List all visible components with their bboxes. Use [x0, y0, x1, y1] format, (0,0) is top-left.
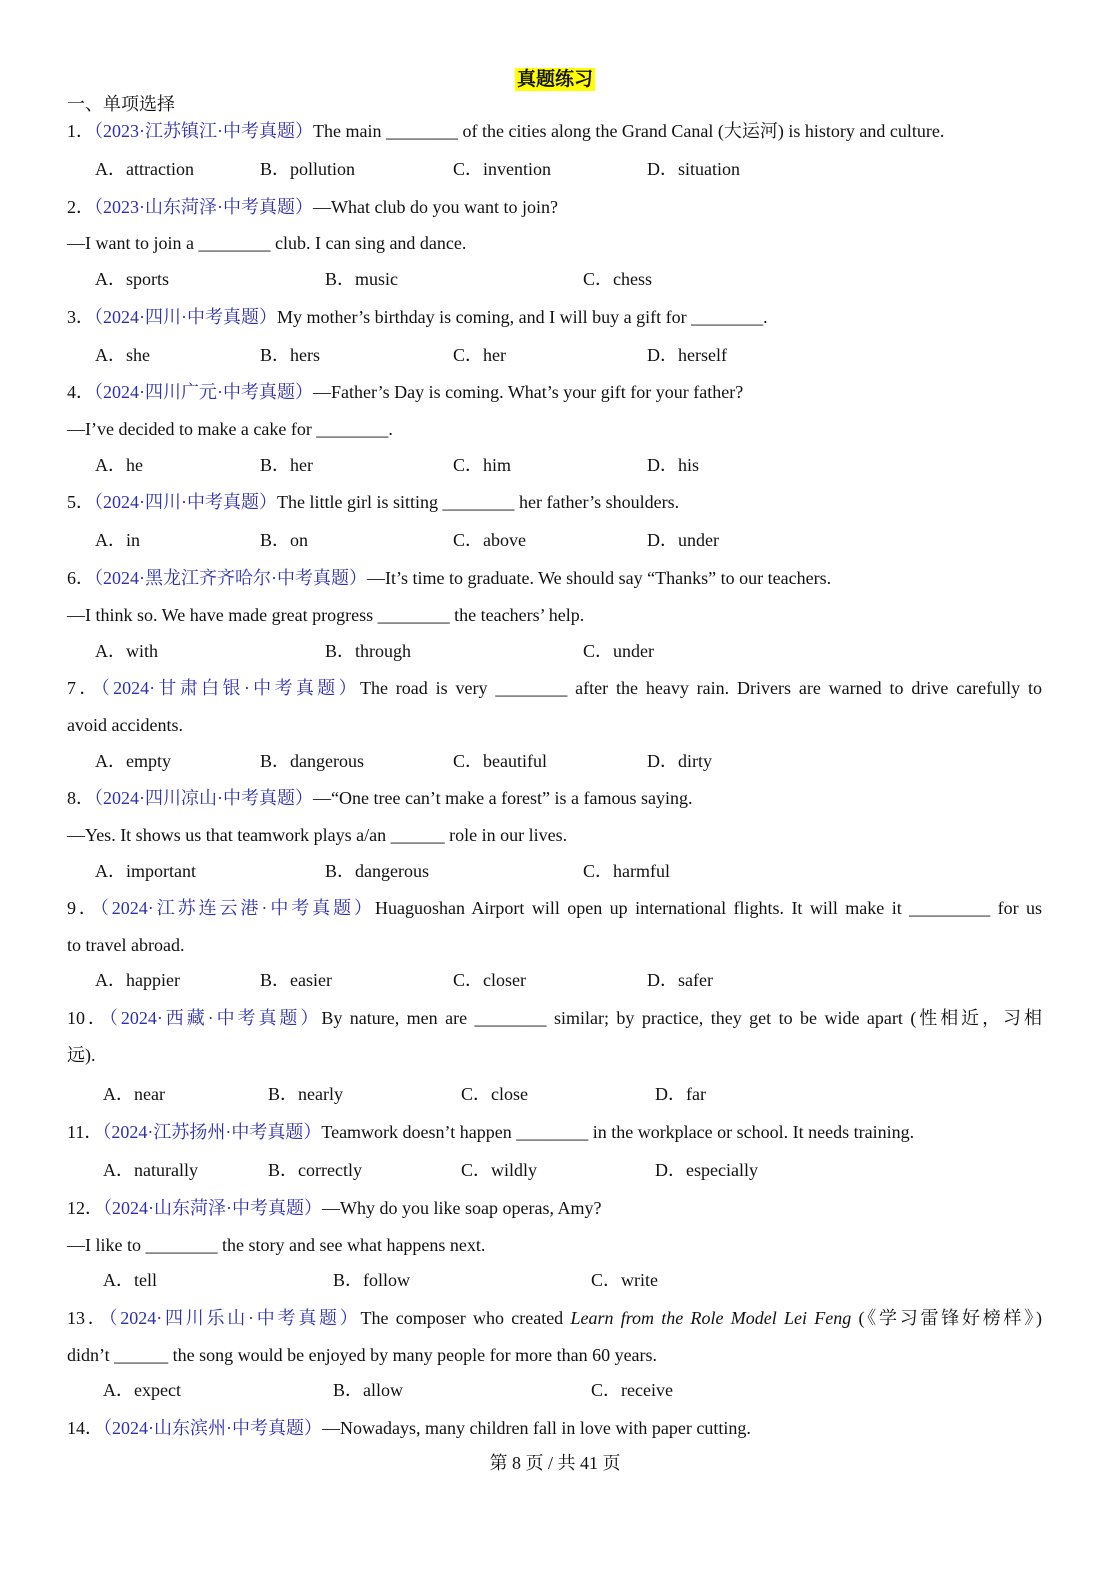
question-number: 10． [67, 1008, 109, 1028]
answer-option: B．dangerous [260, 751, 364, 771]
question-number: 2． [67, 197, 94, 217]
question-text: Huaguoshan Airport will open up international flights. It will make it _________ for us [374, 898, 1043, 918]
question-line [67, 934, 184, 956]
question-source: （2024·甘肃白银·中考真题） [100, 678, 360, 698]
question-number: 3． [67, 307, 94, 327]
answer-option: B．her [260, 455, 313, 475]
question-text: Learn from the Role Model Lei Feng [570, 1308, 852, 1328]
question-line [67, 306, 768, 328]
question-text: The little girl is sitting ________ her father’s shoulders. [277, 492, 680, 512]
answer-option: D．far [655, 1084, 706, 1104]
answer-option: B．follow [333, 1270, 411, 1290]
question-line [67, 1121, 914, 1143]
question-line [67, 1007, 1042, 1029]
question-line [67, 120, 944, 142]
question-line [67, 1344, 657, 1366]
answer-option: C．above [453, 530, 526, 550]
question-line [67, 714, 183, 736]
answer-option: B．correctly [268, 1160, 362, 1180]
question-text: 远). [67, 1045, 96, 1065]
answer-option: C．her [453, 345, 506, 365]
question-line [67, 677, 1042, 699]
question-source: （2024·江苏连云港·中考真题） [99, 898, 375, 918]
question-number: 8． [67, 788, 94, 808]
question-text: (《学习雷锋好榜样》) [851, 1308, 1042, 1328]
answer-option: B．on [260, 530, 309, 550]
page-title: 真题练习 [517, 69, 594, 90]
answer-option: B．music [325, 269, 399, 289]
answer-option: A．tell [103, 1270, 157, 1290]
question-text: —I think so. We have made great progress ________ the teachers’ help. [67, 605, 585, 625]
answer-option: D．dirty [647, 751, 712, 771]
question-number: 9． [67, 898, 100, 918]
question-text: By nature, men are ________ similar; by practice, they get to be wide apart (性相近，习相 [321, 1008, 1042, 1028]
answer-option: A．in [95, 530, 140, 550]
answer-option: C．receive [591, 1380, 673, 1400]
question-line [67, 824, 567, 846]
question-source: （2024·西藏·中考真题） [108, 1008, 322, 1028]
answer-option: D．under [647, 530, 719, 550]
answer-option: C．him [453, 455, 512, 475]
question-line [67, 491, 679, 513]
answer-option: C．wildly [461, 1160, 538, 1180]
answer-option: D．situation [647, 159, 740, 179]
answer-option: B．dangerous [325, 861, 429, 881]
answer-option: A．near [103, 1084, 165, 1104]
page-footer: 第 8 页 / 共 41 页 [489, 1453, 621, 1473]
question-text: —I want to join a ________ club. I can sing and dance. [67, 233, 467, 253]
question-line [67, 196, 558, 218]
question-source: （2024·四川·中考真题） [94, 492, 277, 512]
question-line [67, 1044, 96, 1066]
question-source: （2023·江苏镇江·中考真题） [94, 121, 313, 141]
question-number: 1． [67, 121, 94, 141]
question-source: （2023·山东菏泽·中考真题） [94, 197, 313, 217]
question-text: The composer who created [360, 1308, 571, 1328]
question-line [67, 381, 743, 403]
question-line [67, 604, 584, 626]
question-number: 14． [67, 1418, 103, 1438]
answer-option: B．pollution [260, 159, 356, 179]
question-source: （2024·江苏扬州·中考真题） [102, 1122, 322, 1142]
answer-option: C．beautiful [453, 751, 547, 771]
question-source: （2024·四川广元·中考真题） [94, 382, 313, 402]
answer-option: C．harmful [583, 861, 670, 881]
question-text: avoid accidents. [67, 715, 183, 735]
answer-option: A．empty [95, 751, 171, 771]
answer-option: A．happier [95, 970, 180, 990]
question-number: 12． [67, 1198, 103, 1218]
answer-option: C．chess [583, 269, 652, 289]
question-text: —Father’s Day is coming. What’s your gift for your father? [313, 382, 744, 402]
answer-option: A．naturally [103, 1160, 198, 1180]
question-text: —I’ve decided to make a cake for ________. [67, 419, 393, 439]
question-line [67, 787, 693, 809]
answer-option: D．herself [647, 345, 727, 365]
answer-option: A．with [95, 641, 158, 661]
answer-option: D．safer [647, 970, 713, 990]
answer-option: A．he [95, 455, 143, 475]
question-number: 11． [67, 1122, 103, 1142]
question-text: —I like to ________ the story and see what happens next. [67, 1235, 486, 1255]
question-text: —It’s time to graduate. We should say “Thanks” to our teachers. [367, 568, 832, 588]
answer-option: B．allow [333, 1380, 403, 1400]
answer-option: B．nearly [268, 1084, 343, 1104]
answer-option: A．attraction [95, 159, 194, 179]
question-text: —“One tree can’t make a forest” is a famous saying. [313, 788, 693, 808]
answer-option: A．important [95, 861, 196, 881]
answer-option: C．closer [453, 970, 526, 990]
question-number: 7． [67, 678, 101, 698]
question-line [67, 1234, 485, 1256]
question-line [67, 1307, 1042, 1329]
question-source: （2024·山东滨州·中考真题） [103, 1418, 322, 1438]
answer-option: A．expect [103, 1380, 181, 1400]
question-text: Teamwork doesn’t happen ________ in the workplace or school. It needs training. [321, 1122, 915, 1142]
question-source: （2024·黑龙江齐齐哈尔·中考真题） [94, 568, 367, 588]
answer-option: C．invention [453, 159, 551, 179]
question-line [67, 232, 466, 254]
question-line [67, 897, 1042, 919]
question-number: 6． [67, 568, 94, 588]
question-number: 5． [67, 492, 94, 512]
question-text: —What club do you want to join? [313, 197, 558, 217]
question-line [67, 1197, 601, 1219]
answer-option: B．hers [260, 345, 320, 365]
answer-option: A．sports [95, 269, 170, 289]
answer-option: C．write [591, 1270, 658, 1290]
question-text: —Nowadays, many children fall in love with paper cutting. [322, 1418, 751, 1438]
section-heading: 一、单项选择 [67, 94, 175, 114]
question-text: The road is very ________ after the heavy rain. Drivers are warned to drive carefully to [359, 678, 1043, 698]
question-text: —Why do you like soap operas, Amy? [322, 1198, 602, 1218]
answer-option: C．close [461, 1084, 528, 1104]
question-text: —Yes. It shows us that teamwork plays a/an ______ role in our lives. [67, 825, 568, 845]
answer-option: B．easier [260, 970, 332, 990]
question-source: （2024·山东菏泽·中考真题） [103, 1198, 322, 1218]
question-text: to travel abroad. [67, 935, 185, 955]
question-text: My mother’s birthday is coming, and I will buy a gift for ________. [277, 307, 768, 327]
answer-option: D．especially [655, 1160, 758, 1180]
answer-option: D．his [647, 455, 700, 475]
question-text: The main ________ of the cities along the Grand Canal (大运河) is history and culture. [313, 121, 945, 141]
answer-option: B．through [325, 641, 412, 661]
question-line [67, 567, 831, 589]
question-source: （2024·四川凉山·中考真题） [94, 788, 313, 808]
question-line [67, 1417, 751, 1439]
question-source: （2024·四川·中考真题） [94, 307, 277, 327]
question-number: 4． [67, 382, 94, 402]
question-text: didn’t ______ the song would be enjoyed by many people for more than 60 years. [67, 1345, 658, 1365]
answer-option: A．she [95, 345, 150, 365]
question-source: （2024·四川乐山·中考真题） [108, 1308, 361, 1328]
question-line [67, 418, 393, 440]
answer-option: C．under [583, 641, 654, 661]
question-number: 13． [67, 1308, 109, 1328]
